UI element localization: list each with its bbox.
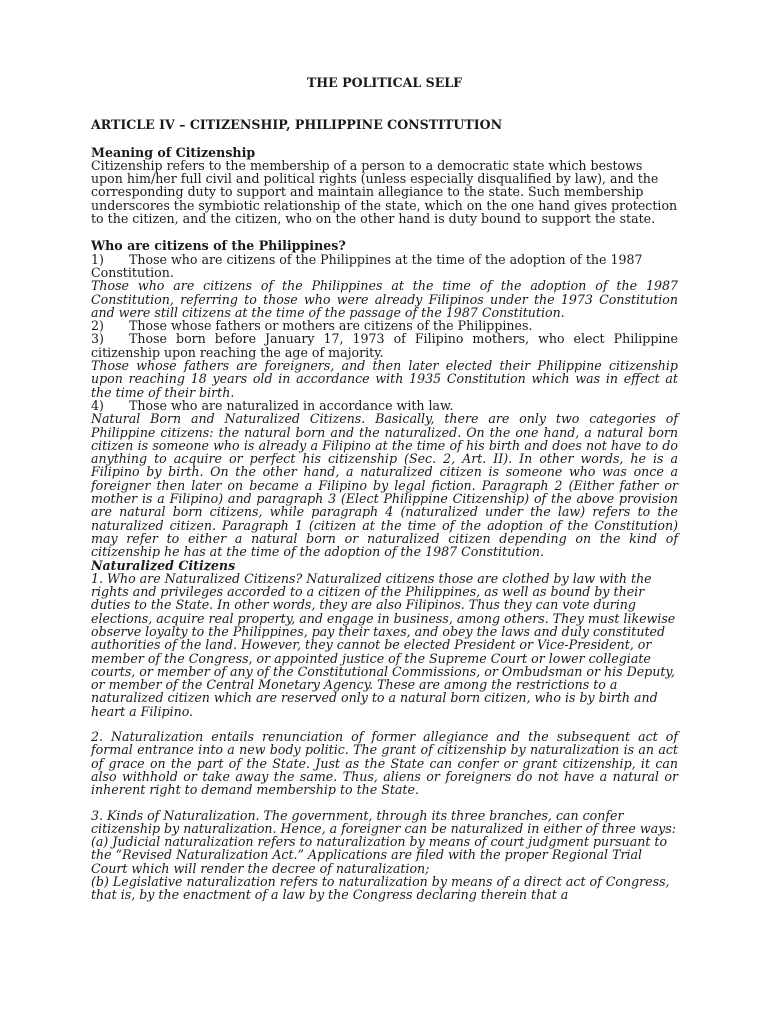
list-item-note: Those who are citizens of the Philippines at the time of the adoption of the 1987 Constitution, referring to those who were already Filipinos under the 1973 Constitution and were still citizens at the time of the passage of the 1987 Constitution. <box>91 278 678 320</box>
list-item-text: Those who are citizens of the Philippines at the time of the adoption of the 1987 Constitution. <box>91 251 643 280</box>
list-item-2 <box>91 319 678 332</box>
list-number: 4) <box>91 397 104 413</box>
list-item-text: Those who are naturalized in accordance with law. <box>129 397 454 413</box>
document-title: THE POLITICAL SELF <box>306 75 463 90</box>
naturalization-kind-b: (b) Legislative naturalization refers to naturalization by means of a direct act of Congress, that is, by the enactment of a law by the Congress declaring therein that a <box>91 874 670 903</box>
list-number: 3) <box>91 331 104 347</box>
list-number: 2) <box>91 318 104 334</box>
meaning-paragraph: Citizenship refers to the membership of a person to a democratic state which bestows upon him/her full civil and political rights (unless especially disqualified by law), and the corresponding duty to support and maintain allegiance to the state. Such membership underscores the symbiotic relationship of the state, which on the one hand gives protection to the citizen, and the citizen, who on the other hand is duty bound to support the state. <box>91 157 678 227</box>
list-item-text: Those whose fathers or mothers are citizens of the Philippines. <box>129 318 533 334</box>
naturalized-paragraph-2: 2. Naturalization entails renunciation of former allegiance and the subsequent act of formal entrance into a new body politic. The grant of citizenship by naturalization is an act of grace on the part of the State. Just as the State can confer or grant citizenship, it can also withhold or take away the same. Thus, aliens or foreigners do not have a natural or inherent right to demand membership to the State. <box>91 729 678 798</box>
meaning-heading: Meaning of Citizenship <box>91 144 256 160</box>
list-item-4 <box>91 399 678 412</box>
list-item-text: Those born before January 17, 1973 of Filipino mothers, who elect Philippine citizenship upon reaching the age of majority. <box>91 331 678 360</box>
who-heading: Who are citizens of the Philippines? <box>91 238 346 254</box>
naturalized-paragraph-1: 1. Who are Naturalized Citizens? Naturalized citizens those are clothed by law with the rights and privileges accorded to a citizen of the Philippines, as well as bound by their duties to the State. In other words, they are also Filipinos. Thus they can vote during elections, acquire real property, and engage in business, among others. They must likewise observe loyalty to the Philippines, pay their taxes, and obey the laws and duly constituted authorities of the land. However, they cannot be elected President or Vice-President, or member of the Congress, or appointed justice of the Supreme Court or lower collegiate courts, or member of any of the Constitutional Commissions, or Ombudsman or his Deputy, or member of the Central Monetary Agency. These are among the restrictions to a naturalized citizen which are reserved only to a natural born citizen, who is by birth and heart a Filipino. <box>91 570 676 719</box>
naturalized-heading: Naturalized Citizens <box>91 557 236 573</box>
list-item-3 <box>91 332 678 359</box>
article-heading: ARTICLE IV – CITIZENSHIP, PHILIPPINE CONSTITUTION <box>91 117 503 133</box>
list-number: 1) <box>91 251 104 267</box>
list-item-note: Natural Born and Naturalized Citizens. Basically, there are only two categories of Philippine citizens: the natural born and the naturalized. On the one hand, a natural born citizen is someone who is already a Filipino at the time of his birth and does not have to do anything to acquire or perfect his citizenship (Sec. 2, Art. II). In other words, he is a Filipino by birth. On the other hand, a naturalized citizen is someone who was once a foreigner then later on became a Filipino by legal fiction. Paragraph 2 (Either father or mother is a Filipino) and paragraph 3 (Elect Philippine Citizenship) of the above provision are natural born citizens, while paragraph 4 (naturalized under the law) refers to the naturalized citizen. Paragraph 1 (citizen at the time of the adoption of the Constitution) may refer to either a natural born or naturalized citizen depending on the kind of citizenship he has at the time of the adoption of the 1987 Constitution. <box>91 411 678 560</box>
naturalized-paragraph-3: 3. Kinds of Naturalization. The government, through its three branches, can confer citizenship by naturalization. Hence, a foreigner can be naturalized in either of three ways: <box>91 807 676 836</box>
list-item-note: Those whose fathers are foreigners, and then later elected their Philippine citizenship upon reaching 18 years old in accordance with 1935 Constitution which was in effect at the time of their birth. <box>91 358 678 400</box>
list-item-1 <box>91 253 678 280</box>
naturalization-kind-a: (a) Judicial naturalization refers to naturalization by means of court judgment pursuant to the “Revised Naturalization Act.” Applications are filed with the proper Regional Trial Court which will render the decree of naturalization; <box>91 834 668 876</box>
